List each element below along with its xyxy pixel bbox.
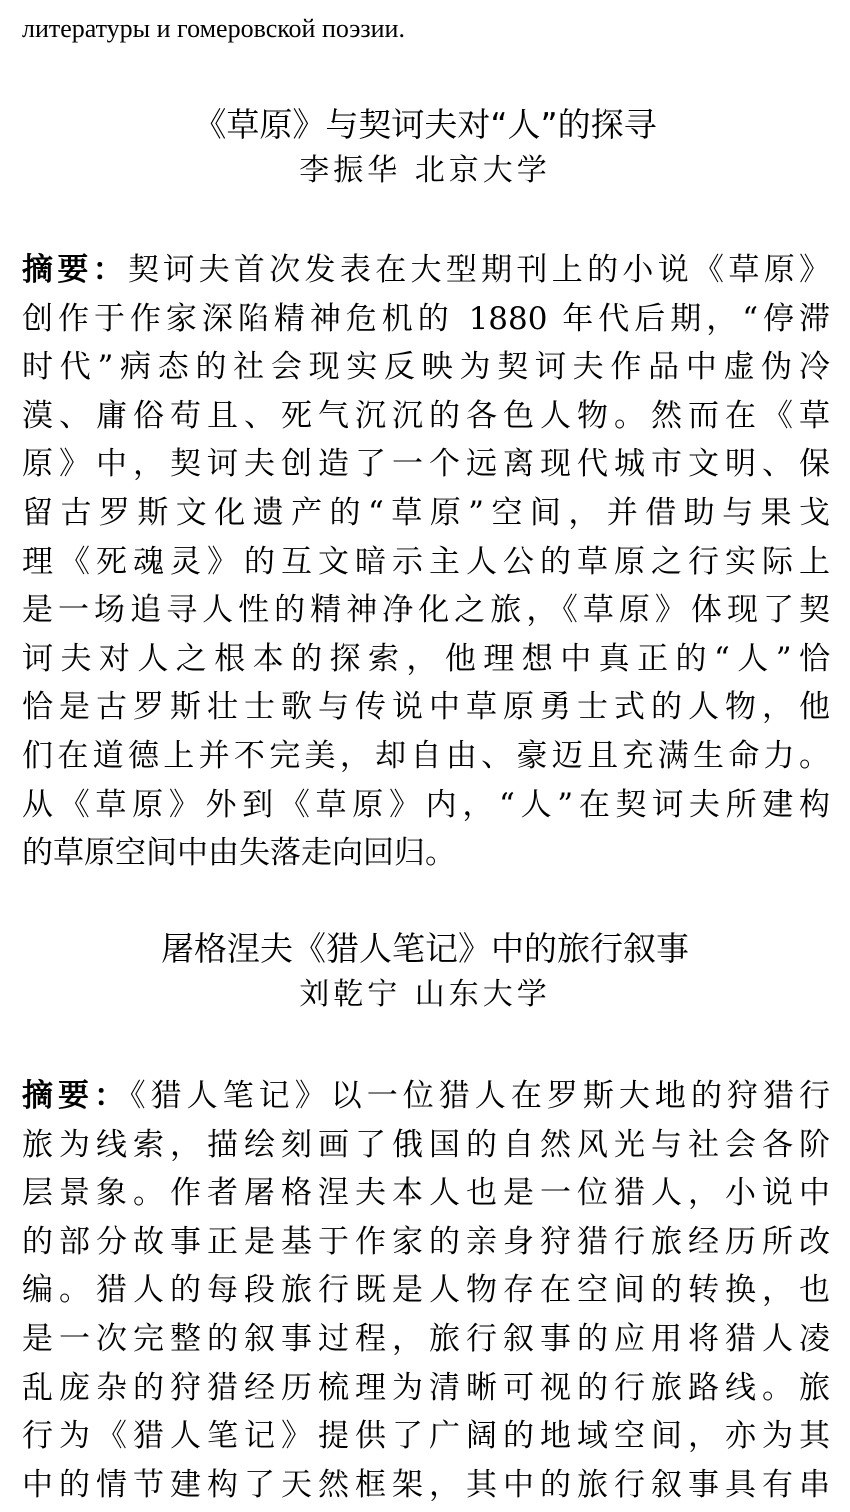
abstract-line: 创作于作家深陷精神危机的 1880 年代后期，“停滞 — [22, 300, 830, 337]
abstract-line: 们在道德上并不完美，却自由、豪迈且充满生命力。 — [22, 737, 830, 774]
abstract-label: 摘要： — [22, 1078, 131, 1114]
abstract-line: 恰是古罗斯壮士歌与传说中草原勇士式的人物，他 — [22, 689, 830, 726]
article-2-abstract — [22, 1072, 830, 1509]
abstract-line: 是一次完整的叙事过程，旅行叙事的应用将猎人凌 — [22, 1320, 830, 1357]
abstract-line: 摘要：《猎人笔记》以一位猎人在罗斯大地的狩猎行 — [22, 1078, 831, 1114]
abstract-line: 旅为线索，描绘刻画了俄国的自然风光与社会各阶 — [22, 1126, 830, 1163]
abstract-line: 的部分故事正是基于作家的亲身狩猎行旅经历所改 — [22, 1223, 830, 1260]
abstract-line: 摘要：契诃夫首次发表在大型期刊上的小说《草原》 — [22, 252, 831, 288]
abstract-line: 行为《猎人笔记》提供了广阔的地域空间，亦为其 — [22, 1418, 830, 1455]
article-2-title: 屠格涅夫《猎人笔记》中的旅行叙事 — [161, 929, 689, 968]
article-1-header — [0, 102, 850, 194]
article-2-author: 刘乾宁 山东大学 — [299, 977, 551, 1012]
abstract-line: 编。猎人的每段旅行既是人物存在空间的转换，也 — [22, 1272, 830, 1309]
article-2-header — [0, 926, 850, 1018]
abstract-line: 是一场追寻人性的精神净化之旅，《草原》体现了契 — [22, 592, 830, 629]
abstract-line: 留古罗斯文化遗产的“草原”空间，并借助与果戈 — [22, 494, 830, 531]
abstract-line: 中的情节建构了天然框架，其中的旅行叙事具有串 — [22, 1466, 830, 1503]
abstract-line: 漠、庸俗苟且、死气沉沉的各色人物。然而在《草 — [22, 397, 830, 434]
continuation-text: литературы и гомеровской поэзии. — [22, 14, 405, 43]
article-1-author: 李振华 北京大学 — [299, 153, 551, 188]
article-1-title: 《草原》与契诃夫对“人”的探寻 — [193, 105, 657, 144]
abstract-line: 理《死魂灵》的互文暗示主人公的草原之行实际上 — [22, 543, 830, 580]
abstract-line: 的草原空间中由失落走向回归。 — [22, 835, 456, 872]
abstract-line: 原》中，契诃夫创造了一个远离现代城市文明、保 — [22, 446, 830, 483]
abstract-label: 摘要： — [22, 252, 128, 288]
abstract-line: 时代”病态的社会现实反映为契诃夫作品中虚伪冷 — [22, 349, 830, 386]
abstract-line: 乱庞杂的狩猎经历梳理为清晰可视的行旅路线。旅 — [22, 1369, 830, 1406]
abstract-line: 层景象。作者屠格涅夫本人也是一位猎人，小说中 — [22, 1175, 830, 1212]
abstract-line: 诃夫对人之根本的探索，他理想中真正的“人”恰 — [22, 640, 830, 677]
abstract-line: 从《草原》外到《草原》内，“人”在契诃夫所建构 — [22, 786, 830, 823]
article-1-abstract — [22, 246, 830, 878]
